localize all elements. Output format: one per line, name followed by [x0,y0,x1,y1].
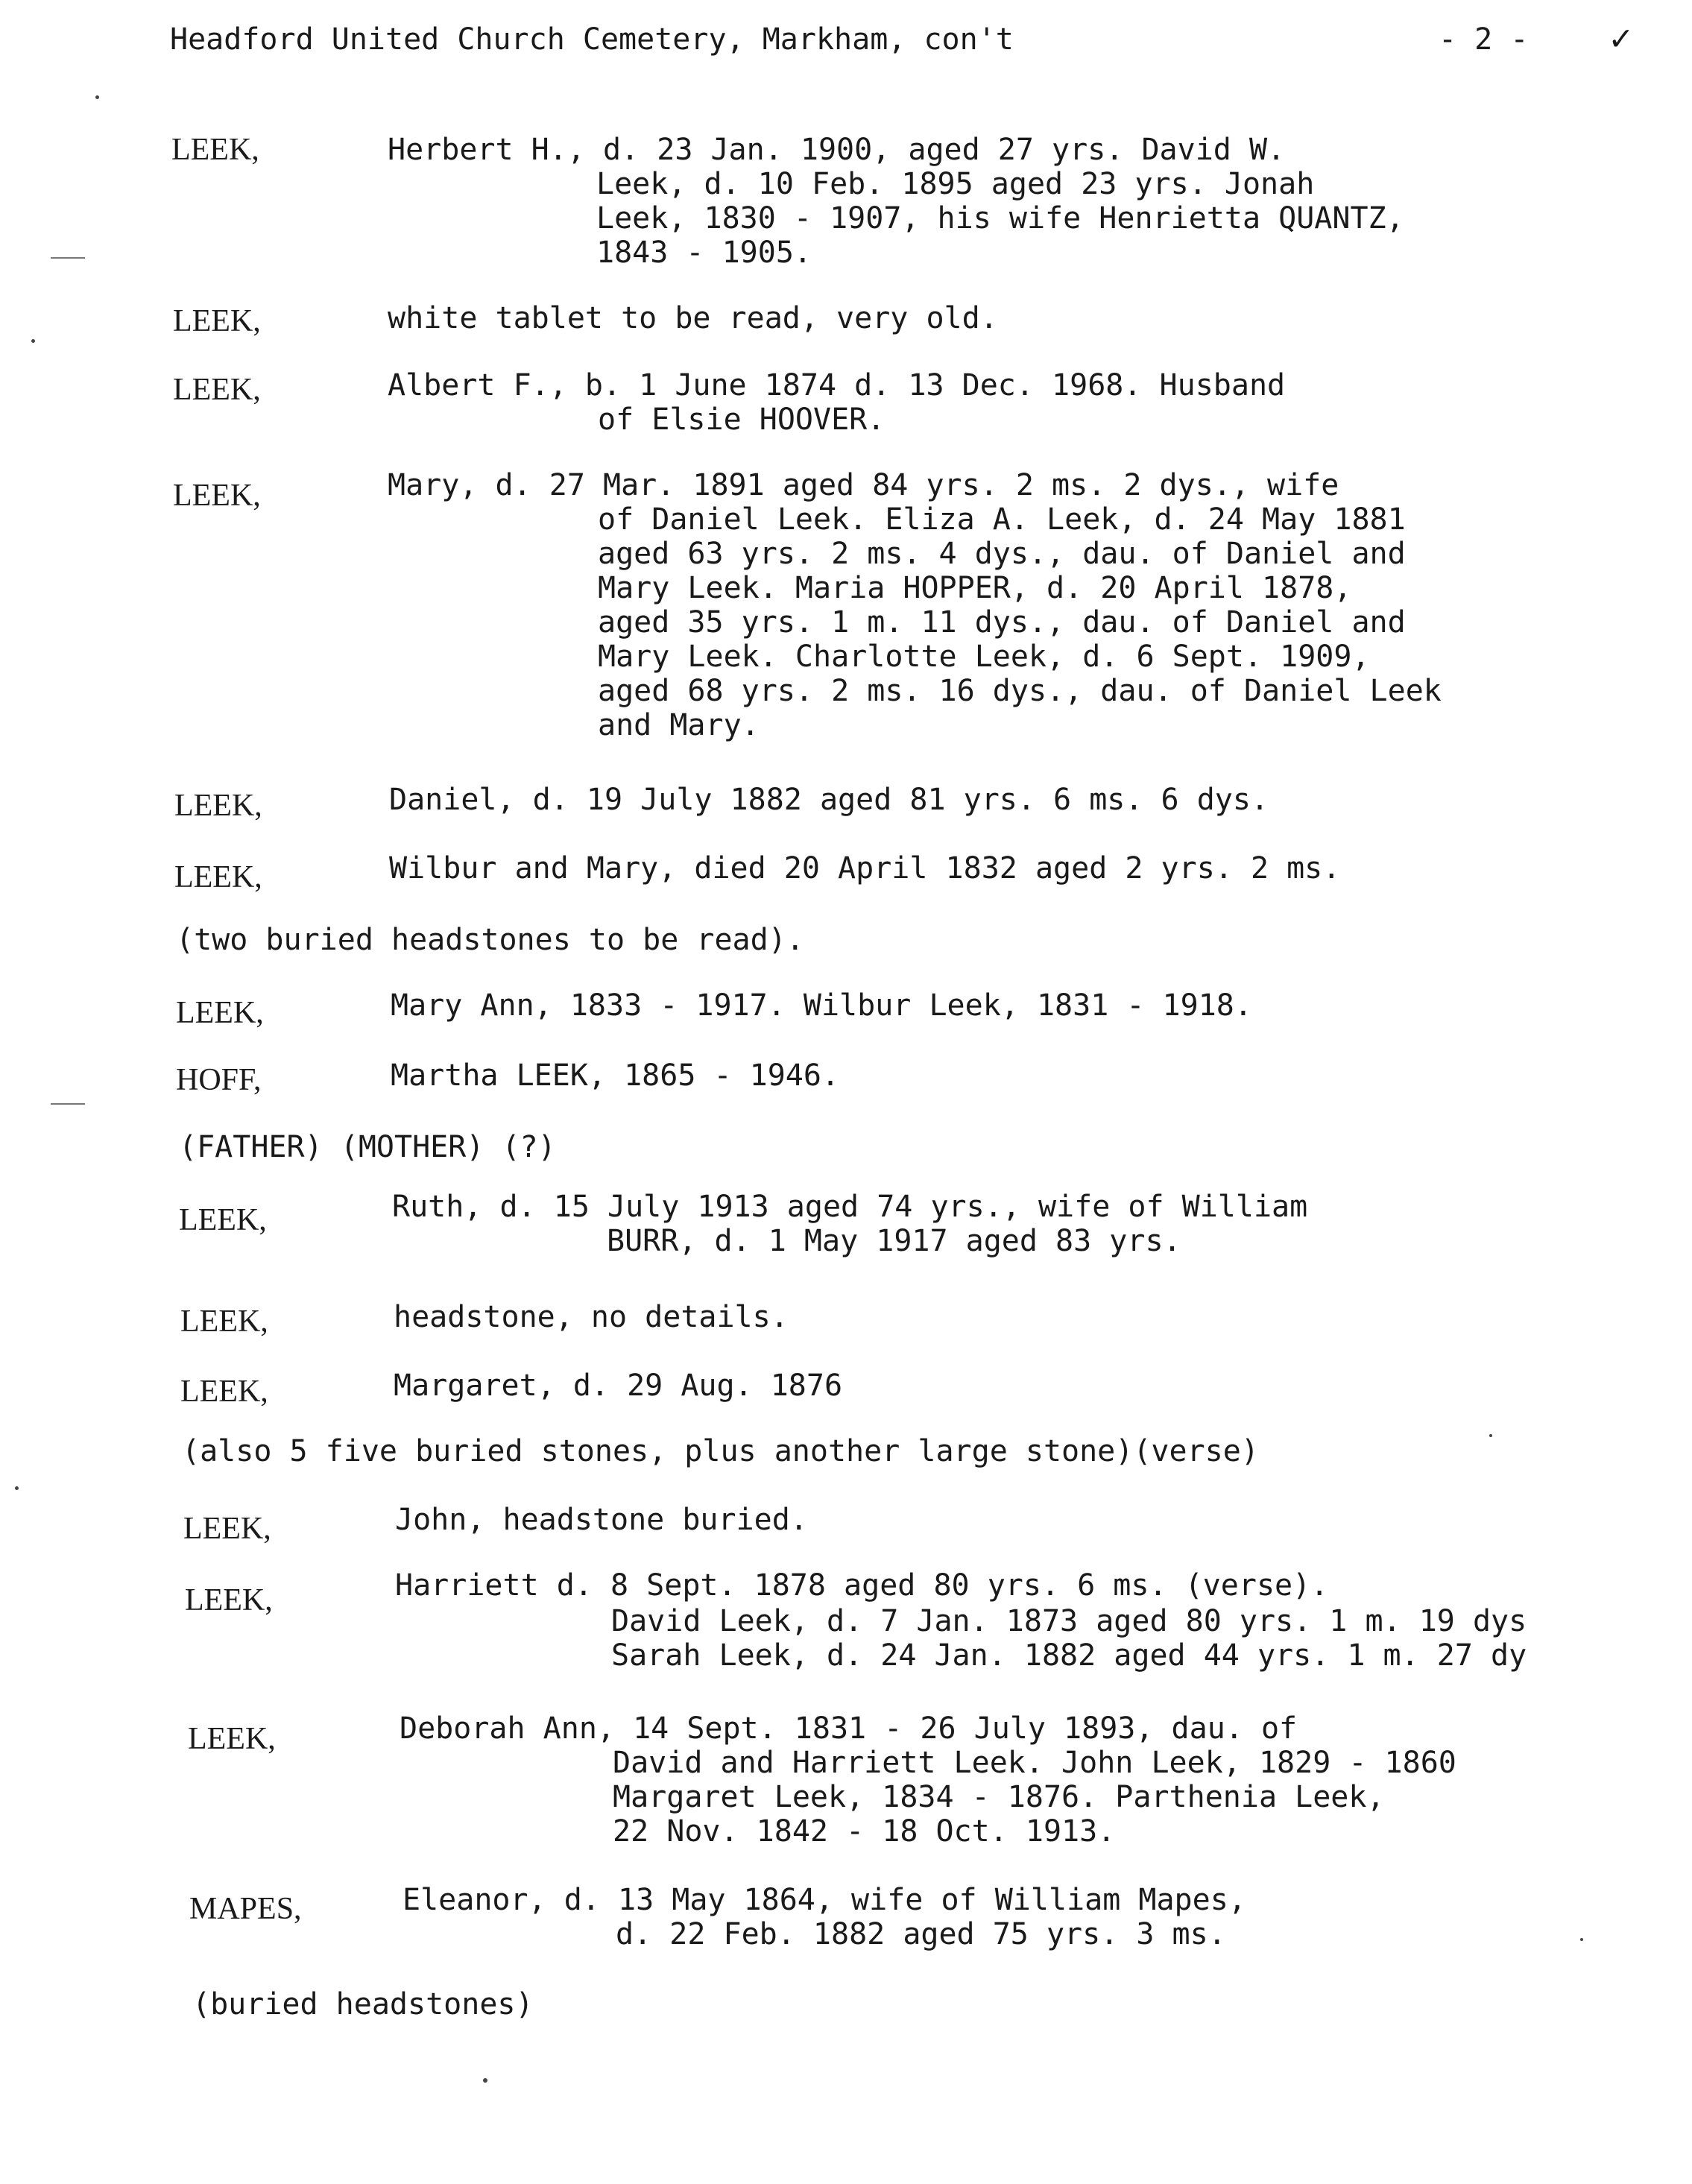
entry-surname: MAPES, [189,1892,302,1926]
entry-surname: LEEK, [174,789,262,823]
scan-speck [1489,1434,1492,1437]
entry-surname: LEEK, [173,479,261,513]
entry-text: Mary Leek. Charlotte Leek, d. 6 Sept. 1909, [598,640,1370,674]
scan-speck [95,95,99,99]
entry-surname: LEEK, [180,1304,268,1339]
entry-text: Deborah Ann, 14 Sept. 1831 - 26 July 1893, dau. of [400,1711,1298,1746]
entry-text: aged 35 yrs. 1 m. 11 dys., dau. of Daniel and [598,605,1406,640]
entry-text: Martha LEEK, 1865 - 1946. [391,1058,840,1093]
entry-text: Harriett d. 8 Sept. 1878 aged 80 yrs. 6 ms. (verse). [395,1568,1329,1603]
checkmark-icon: ✓ [1610,17,1632,59]
entry-text: BURR, d. 1 May 1917 aged 83 yrs. [607,1224,1181,1258]
scan-mark [51,1103,85,1105]
entry-text: Leek, 1830 - 1907, his wife Henrietta QUANTZ, [596,201,1404,236]
entry-text: Albert F., b. 1 June 1874 d. 13 Dec. 1968. Husband [388,368,1286,403]
entry-surname: LEEK, [174,860,262,894]
entry-surname: LEEK, [185,1583,273,1618]
entry-text: Mary Leek. Maria HOPPER, d. 20 April 1878, [598,571,1352,605]
entry-text: white tablet to be read, very old. [388,301,998,335]
entry-surname: LEEK, [176,996,264,1030]
entry-text: Wilbur and Mary, died 20 April 1832 aged 2 yrs. 2 ms. [389,851,1341,886]
scan-speck [15,1486,19,1490]
note-text: (two buried headstones to be read). [176,923,804,957]
scan-speck [483,2078,487,2083]
note-text: (also 5 five buried stones, plus another large stone)(verse) [182,1434,1259,1468]
entry-text: of Elsie HOOVER. [598,403,886,437]
entry-text: Leek, d. 10 Feb. 1895 aged 23 yrs. Jonah [596,167,1315,201]
page-header-title: Headford United Church Cemetery, Markham, con't [170,22,1014,57]
note-text: (FATHER) (MOTHER) (?) [179,1130,556,1164]
entry-text: John, headstone buried. [395,1503,808,1537]
entry-text: Sarah Leek, d. 24 Jan. 1882 aged 44 yrs. 1 m. 27 dy [611,1638,1527,1673]
entry-text: d. 22 Feb. 1882 aged 75 yrs. 3 ms. [616,1917,1226,1951]
entry-text: 22 Nov. 1842 - 18 Oct. 1913. [613,1814,1116,1849]
entry-text: aged 63 yrs. 2 ms. 4 dys., dau. of Daniel and [598,537,1406,571]
entry-surname: LEEK, [180,1375,268,1409]
entry-text: of Daniel Leek. Eliza A. Leek, d. 24 May 1881 [598,502,1406,537]
entry-text: and Mary. [598,708,760,742]
entry-text: Margaret, d. 29 Aug. 1876 [394,1369,843,1403]
entry-text: David Leek, d. 7 Jan. 1873 aged 80 yrs. 1 m. 19 dys [611,1604,1527,1638]
entry-surname: LEEK, [173,304,261,338]
entry-text: Margaret Leek, 1834 - 1876. Parthenia Leek, [613,1780,1385,1814]
entry-text: Daniel, d. 19 July 1882 aged 81 yrs. 6 ms. 6 dys. [389,783,1269,817]
entry-surname: LEEK, [171,133,259,167]
entry-text: aged 68 yrs. 2 ms. 16 dys., dau. of Daniel Leek [598,674,1442,708]
entry-surname: LEEK, [188,1722,276,1756]
entry-surname: LEEK, [173,373,261,407]
entry-surname: LEEK, [179,1203,267,1237]
entry-text: Eleanor, d. 13 May 1864, wife of William Mapes, [403,1883,1246,1917]
scan-speck [1580,1938,1583,1941]
scan-mark [51,257,85,259]
entry-text: Mary, d. 27 Mar. 1891 aged 84 yrs. 2 ms. 2 dys., wife [388,468,1339,502]
entry-text: 1843 - 1905. [596,236,812,270]
entry-text: Mary Ann, 1833 - 1917. Wilbur Leek, 1831 - 1918. [391,988,1252,1023]
page-number: - 2 - [1439,22,1529,57]
scan-speck [31,339,35,343]
entry-text: headstone, no details. [394,1300,789,1334]
entry-text: David and Harriett Leek. John Leek, 1829 - 1860 [613,1746,1456,1780]
note-text: (buried headstones) [192,1987,534,2022]
entry-surname: HOFF, [176,1063,262,1097]
entry-text: Herbert H., d. 23 Jan. 1900, aged 27 yrs. David W. [388,133,1286,167]
entry-surname: LEEK, [183,1512,271,1546]
entry-text: Ruth, d. 15 July 1913 aged 74 yrs., wife of William [392,1190,1308,1224]
